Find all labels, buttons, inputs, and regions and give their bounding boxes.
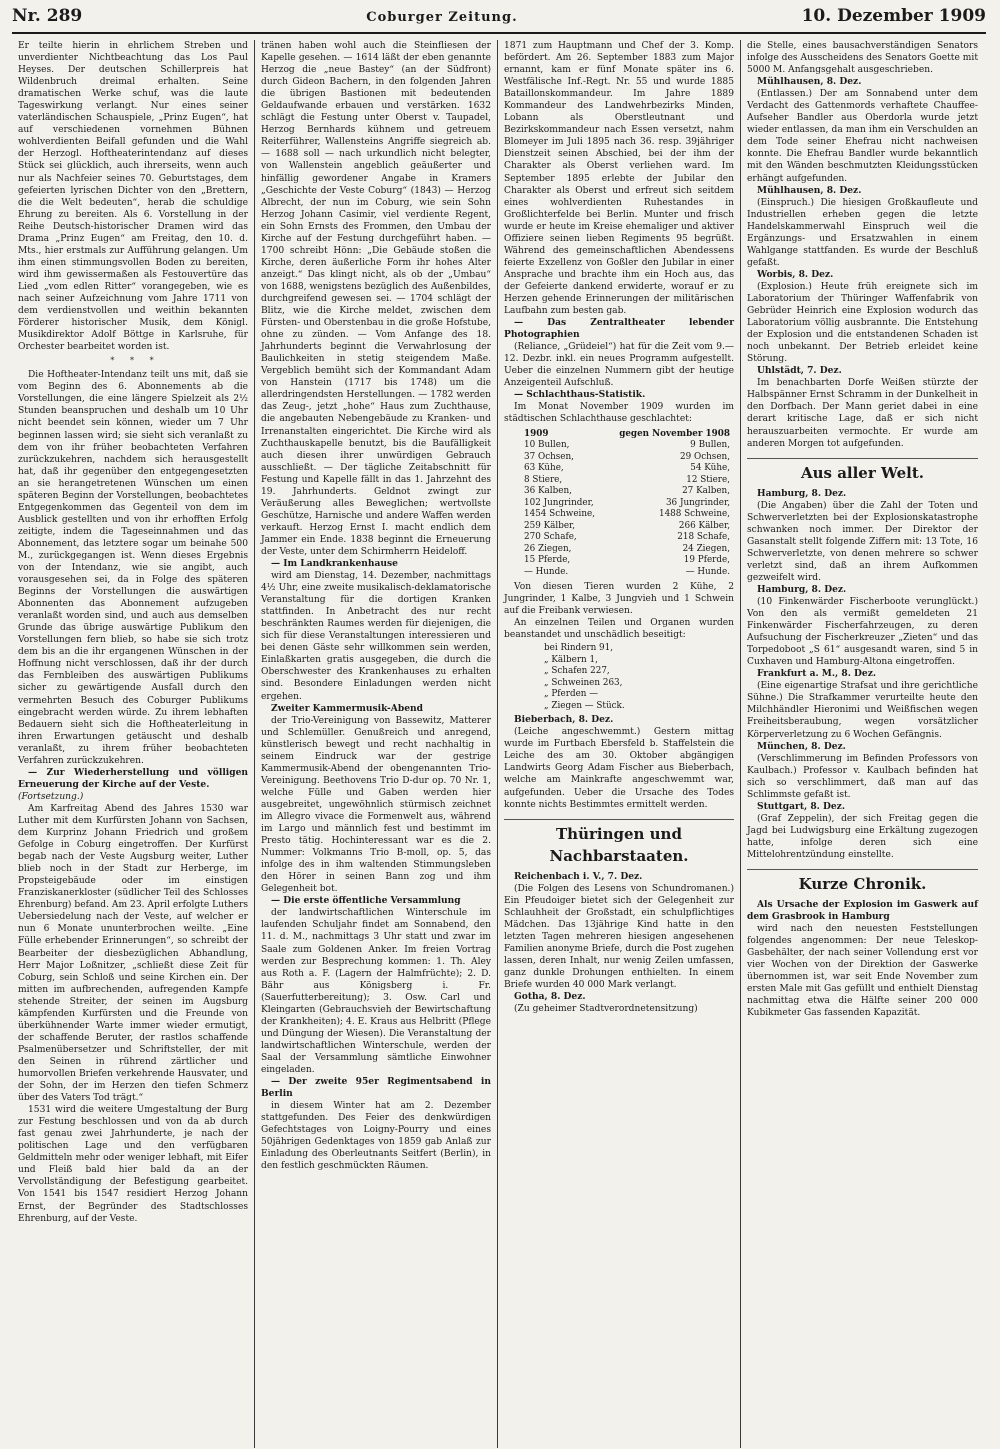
stats-row (522, 544, 732, 556)
article-subtitle: (Fortsetzung.) (18, 791, 84, 802)
article-text: Von diesen Tieren wurden 2 Kühe, 2 Jungrinder, 1 Kalbe, 3 Jungvieh und 1 Schwein auf die Freibank verwiesen. (504, 582, 734, 617)
stats-cell-previous: 19 Pferde, (683, 555, 730, 565)
stats-row (522, 486, 732, 498)
stats-row (522, 567, 732, 579)
list-item: „ Ziegen — Stück. (544, 700, 625, 711)
section-title: Thüringen und Nachbarstaaten. (504, 819, 734, 867)
list-item: „ Schafen 227, (544, 666, 610, 677)
separator: * * * (110, 356, 156, 366)
article-headline: Hamburg, 8. Dez. (757, 583, 847, 595)
stats-row (522, 475, 732, 487)
article-text: die Stelle, eines bausachverständigen Senators infolge des Ausscheidens des Senators Goette mit 5000 M. Anfangsgehalt ausgeschrieben. (747, 41, 978, 76)
article-text: Die Hoftheater-Intendanz teilt uns mit, daß sie vom Beginn des 6. Abonnements ab die Vorstellungen, die eine längere Spielzeit als 2½ Stunden beanspruchen und deshalb um 10 Uhr nicht beendet sein können, wieder um 7 Uhr beginnen lassen wird; sie sieht sich veranlaßt zu dem von ihr früher beobachteten Verfahren zurückzukehren, nachdem sich herausgestellt hat, daß ihr gegenüber den entgegengesetzten an sie herangetretenen Wünschen um einen späteren Beginn der Vorstellungen, beobachtetes Entgegenkommen das Gegenteil von dem im Ausblick gestellten und von ihr erhofften Erfolg zeitigte, indem die Tageseinnahmen und das Abonnement, das letztere sogar um beinahe 500 M., zurückgegangen ist. Wenn dieses Ergebnis von der Intendanz, wie sie angibt, auch vorausgesehen sei, da in Folge des späteren Beginns der Vorstellungen die auswärtigen Abonnenten das Abonnement aufzugeben veranlaßt worden sind, und auch aus demselben Grunde das übrige auswärtige Publikum den Vorstellungen fern blieb, so habe sie sich trotz dem bis an die ihr ergangenen Wünschen in der Hoffnung nicht verschlossen, daß ihr der durch das Fernbleiben des auswärtigen Publikums sicher zu gewärtigende Ausfall durch den vermehrten Besuch des Coburger Publikums eingebracht werden würde. Zu ihrem lebhaften Bedauern sieht sich die Hoftheaterleitung in ihren Erwartungen getäuscht und deshalb veranlaßt, zu ihrem früher beobachteten Verfahren zurückzukehren. (18, 370, 248, 766)
article-text: Im Monat November 1909 wurden im städtischen Schlachthause geschlachtet: (504, 402, 734, 425)
section-title: Aus aller Welt. (747, 458, 978, 484)
article-text: Im benachbarten Dorfe Weißen stürzte der Halbspänner Ernst Schramm in der Dunkelheit in den Dorfbach. Der Mann geriet dabei in eine derart kritische Lage, daß er sich nicht herauszuarbeiten vermochte. Er wurde am anderen Morgen tot aufgefunden. (747, 378, 978, 449)
stats-row (522, 440, 732, 452)
stats-row (522, 509, 732, 521)
column-1 (12, 40, 255, 1448)
article-text: tränen haben wohl auch die Steinfliesen der Kapelle gesehen. — 1614 läßt der eben genannte Herzog die „neue Bastey“ (an der Südfront) durch Gideon Bachern, in den folgenden Jahren die übrigen Bastionen mit bedeutenden Geldaufwande erbauen und verstärken. 1632 schlägt die Festung unter Oberst v. Taupadel, Herzog Bernhards kühnem und getreuem Reiterführer, Wallensteins Angriffe siegreich ab. — 1688 soll — nach urkundlich nicht belegter, von Wallenstein angeblich geäußerter und hinfällig gewordener Angabe in Kramers „Geschichte der Veste Coburg“ (1843) — Herzog Albrecht, der nun im Coburg, wie sein Sohn Herzog Johann Casimir, viel verdiente Regent, ein Sohn Ernsts des Frommen, den Umbau der Kirche auf der Festung durchgeführt haben. — 1700 schreibt Hönn: „Die Gebäude stoßen die Kirche, deren äußerliche Form ihr hohes Alter anzeigt.“ Das klingt nicht, als ob der „Umbau“ von 1688, wenigstens bezüglich des Außenbildes, durchgreifend gewesen sei. — 1704 schlägt der Blitz, wie die Kirche meldet, zwischen dem Fürsten- und Oberstenbau in die große Hofstube, ohne zu zünden. — Vom Anfange des 18. Jahrhunderts beginnt die Verwahrlosung der Baulichkeiten in stetig steigendem Maße. Vergeblich bemüht sich der Kommandant Adam von Hanstein (1717 bis 1748) um die allerdringendsten Herstellungen. — 1782 werden das Zeug-, jetzt „hohe“ Haus zum Zuchthause, die angebauten Nebengebäude zu Kranken- und Irrenanstalten eingerichtet. Die Kirche wird als Zuchthauskapelle benutzt, bis die Baufälligkeit auch diesen ihrer unwürdigen Gebrauch ausschließt. — Der tägliche Zeitabschnitt für Festung und Kapelle fällt in das 1. Jahrzehnt des 19. Jahrhunderts. Geldnot zwingt zur Veräußerung alles Beweglichen; wertvollste Geschütze, Harnische und andere Waffen werden verkauft. Herzog Ernst I. macht endlich dem Jammer ein Ende. 1838 beginnt die Erneuerung der Veste, unter dem Schirmherrn Heideloff. (261, 41, 491, 557)
article-text: wird nach den neuesten Feststellungen folgendes angenommen: Der neue Teleskop-Gasbehälter, der nach seiner Vollendung erst vor vier Wochen von der Direktion der Gaswerke übernommen ist, war seit Ende November zum ersten Male mit Gas gefüllt und enthielt Dienstag nachmittag etwa die Hälfte seiner 200 000 Kubikmeter Gas fassenden Kapazität. (747, 924, 978, 1019)
article-text: (Einspruch.) Die hiesigen Großkaufleute und Industriellen erheben gegen die letzte Handelskammerwahl Einspruch weil die Ergänzungs- und Ersatzwahlen in einem Wahlgange stattfanden. Es wurde der Beschluß gefaßt. (747, 197, 978, 268)
column-2 (255, 40, 498, 1448)
stats-cell-previous: 24 Ziegen, (682, 543, 730, 554)
stats-cell-previous: 12 Stiere, (686, 474, 730, 485)
article-headline: Zweiter Kammermusik-Abend (271, 702, 423, 714)
stats-cell-current: 102 Jungrinder, (524, 497, 594, 508)
article-text: (Zu geheimer Stadtverordnetensitzung) (514, 1004, 698, 1015)
column-3 (498, 40, 741, 1448)
article-text: Am Karfreitag Abend des Jahres 1530 war Luther mit dem Kurfürsten Johann von Sachsen, dem Kurprinz Johann Friedrich und großem Gefolge in Coburg eingetroffen. Der Kurfürst begab nach der Veste Augsburg weiter, Luther blieb noch in der Stadt zur Herberge, im Propsteigebäude oder im einstigen Franziskanerkloster (südlicher Teil des Schlosses Ehrenburg) befand. Am 23. April erfolgte Luthers Uebersiedelung nach der Veste, auf welcher er nun 6 Monate ununterbrochen weilte. „Eine Fülle erhebender Erinnerungen“, so schreibt der Bearbeiter der diesbezüglichen Abhandlung, Herr Major Loßnitzer, „schließt diese Zeit für Coburg, sein Schloß und seine Kirchen ein. Der mitten im aufbrechenden, aufregenden Kampfe stehende Streiter, der seinen im Augsburg kämpfenden Kurfürsten und die Freunde von überkühnender Warte immer wieder ermutigt, der schaffende Beruter, der rastlos schaffende Psalmenübersetzer und Schriftsteller, der mit den Seinen in rührend zärtlicher und humorvollen Briefen verkehrende Hausvater, und der Sohn, der im Herzen den tiefen Schmerz über des Vaters Tod trägt.“ (18, 803, 248, 1104)
article-headline: — Der zweite 95er Regimentsabend in Berlin (261, 1076, 491, 1100)
slaughter-statistics-table (522, 429, 734, 579)
stats-cell-previous: 9 Bullen, (690, 440, 730, 450)
stats-row (522, 555, 732, 567)
stats-cell-current: 10 Bullen, (524, 440, 570, 450)
stats-row (522, 463, 732, 475)
stats-cell-current: — Hunde. (524, 566, 569, 577)
organ-list (544, 643, 734, 712)
stats-row (522, 498, 732, 510)
article-text: (Reliance, „Grüdeiel“) hat für die Zeit vom 9.—12. Dezbr. inkl. ein neues Programm aufgestellt. Ueber die einzelnen Nummern gibt der heutige Anzeigenteil Aufschluß. (504, 342, 734, 389)
stats-cell-previous: 54 Kühe, (690, 463, 730, 473)
stats-header-current: 1909 (524, 428, 549, 439)
list-item: „ Kälbern 1, (544, 654, 598, 665)
article-headline: Bieberbach, 8. Dez. (514, 714, 614, 726)
article-headline: Stuttgart, 8. Dez. (757, 800, 846, 812)
list-item: „ Pferden — (544, 689, 599, 700)
article-text: in diesem Winter hat am 2. Dezember stattgefunden. Des Feier des denkwürdigen Gefechtstages von Loigny-Pourry und eines 50jährigen Gedenktages von 1859 gab Anlaß zur Einladung des Oberleutnants Seitfert (Berlin), in den festlich geschmückten Räumen. (261, 1101, 491, 1172)
article-text: (Verschlimmerung im Befinden Professors von Kaulbach.) Professor v. Kaulbach befinden hat sich so verschlimmert, daß man auf das Schlimmste gefaßt ist. (747, 753, 978, 800)
article-text: (Graf Zeppelin), der sich Freitag gegen die Jagd bei Ludwigsburg eine Erkältung zugezogen hatte, infolge deren sich eine Mittelohrentzündung einstellte. (747, 813, 978, 860)
stats-cell-previous: 29 Ochsen, (680, 451, 730, 462)
article-headline: Mühlhausen, 8. Dez. (757, 76, 862, 88)
stats-cell-previous: 27 Kalben, (682, 486, 730, 496)
stats-row (522, 532, 732, 544)
list-item: bei Rindern 91, (544, 643, 614, 654)
issue-date: 10. Dezember 1909 (801, 6, 986, 26)
article-headline: — Im Landkrankenhause (271, 558, 398, 570)
columns (12, 40, 986, 1448)
stats-cell-previous: 1488 Schweine, (658, 509, 730, 519)
article-headline: München, 8. Dez. (757, 740, 846, 752)
article-text: (Eine eigenartige Strafsat und ihre gerichtliche Sühne.) Die Strafkammer verurteilte heute den Milchhändler Hieronimi und Weißfischen wegen Freiheitsberaubung, wegen vorsätzlicher Körperverletzung zu 6 Wochen Gefängnis. (747, 681, 978, 740)
masthead (12, 6, 986, 34)
list-item: „ Schweinen 263, (544, 677, 623, 688)
article-headline: — Zur Wiederherstellung und völligen Erneuerung der Kirche auf der Veste. (18, 766, 248, 790)
stats-cell-previous: 218 Schafe, (677, 532, 730, 542)
newspaper-title: Coburger Zeitung. (366, 10, 518, 25)
stats-cell-previous: — Hunde. (685, 566, 730, 577)
stats-header-previous: gegen November 1908 (619, 428, 730, 439)
article-headline: — Das Zentraltheater lebender Photographien (504, 317, 734, 341)
section-title: Kurze Chronik. (747, 869, 978, 895)
article-text: (Explosion.) Heute früh ereignete sich im Laboratorium der Thüringer Waffenfabrik von Gebrüder Heinrich eine Explosion wodurch das Laboratorium völlig ausbrannte. Die Entstehung der Explosion und die entstandenen Schaden ist noch unbekannt. Der Betrieb erleidet keine Störung. (747, 281, 978, 365)
article-text: (10 Finkenwärder Fischerboote verunglückt.) Von den als vermißt gemeldeten 21 Finkenwärder Fischerfahrzeugen, zu deren Aufsuchung der Fischerkreuzer „Zieten“ und das Torpedoboot „S 61“ ausgesandt waren, sind 5 in Cuxhaven und Hamburg-Altona eingetroffen. (747, 597, 978, 668)
article-text: (Die Folgen des Lesens von Schundromanen.) Ein Pfeudoiger bietet sich der Gelegenheit zur Schlauhheit der Großstadt, ein schulpflichtiges Mädchen. Das 13jährige Kind hatte in den letzten Tagen mehreren hiesigen angesehenen Familien anonyme Briefe, durch die Post zugehen lassen, deren Inhalt, nur wenig Zeilen umfassen, ganz dunkle Drohungen enthielten. In einem Briefe wurden 40 000 Mark verlangt. (504, 883, 734, 991)
article-headline: Uhlstädt, 7. Dez. (757, 365, 842, 377)
article-headline: Hamburg, 8. Dez. (757, 487, 847, 499)
article-headline: Reichenbach i. V., 7. Dez. (514, 870, 643, 882)
stats-cell-current: 8 Stiere, (524, 474, 563, 485)
article-text: Er teilte hierin in ehrlichem Streben und unverdienter Nichtbeachtung das Los Paul Heyses. Der deutschen Schillerpreis hat Wildenbruch dreimal erhalten. Seine dramatischen Werke schuf, was die laute Tageswirkung verlangt. Nur eines seiner vaterländischen Schauspiele, „Prinz Eugen“, hat auf verschiedenen vornehmen Bühnen wohlverdienten Beifall gefunden und die Wahl der Herzogl. Hoftheaterintendanz auf dieses Stück sei glücklich, auch ihrerseits, wenn auch nur als Nachfeier seines 70. Geburtstages, dem gefeierten lyrischen Dichter von den „Brettern, die die Welt bedeuten“, herab die schuldige Ehrung zu bereiten. Als 6. Vorstellung in der Reihe Deutsch-historischer Dramen wird das Drama „Prinz Eugen“ am Freitag, den 10. d. Mts., hier erstmals zur Aufführung gelangen. Um ihm einen stimmungsvollen Boden zu bereiten, wird ihm gewissermaßen als Festouvertüre das Lied „vom edlen Ritter“ vorangegeben, wie es nach seiner Aufzeichnung vom Jahre 1711 von dem verdienstvollen und weithin bekannten Förderer historischer Musik, dem Königl. Musikdirektor Adolf Böttge in Karlsruhe, für Orchester bearbeitet worden ist. (18, 41, 248, 353)
article-text: der landwirtschaftlichen Winterschule im laufenden Schuljahr findet am Sonnabend, den 11. d. M., nachmittags 3 Uhr statt und zwar im Saale zum Goldenen Anker. Im freien Vortrag werden zur Besprechung kommen: 1. Th. Aley aus Roth a. F. (Lagern der Halmfrüchte); 2. D. Bähr aus Königsberg i. Fr. (Sauerfutterbereitung); 3. Osw. Carl und Kleingarten (Gebrauchsvieh der Bewirtschaftung der Krankheiten); 4. E. Kraus aus Helbritt (Pflege und Düngung der Wiesen). Die Veranstaltung der landwirtschaftlichen Winterschule, werden der Saal der Versammlung sämtliche Einwohner eingeladen. (261, 908, 491, 1075)
article-text: wird am Dienstag, 14. Dezember, nachmittags 4½ Uhr, eine zweite musikalisch-deklamatorische Veranstaltung für die dortigen Kranken stattfinden. In Anbetracht des nur recht beschränkten Raumes werden für diejenigen, die sich für diese Veranstaltungen interessieren und bei denen Gäste sehr willkommen sein werden, Einlaßkarten gratis ausgegeben, die durch die Oberschwester des Krankenhauses zu erhalten sind. Besondere Einladungen werden nicht ergehen. (261, 571, 491, 702)
stats-row (522, 521, 732, 533)
article-text: der Trio-Vereinigung von Bassewitz, Matterer und Schlemüller. Genußreich und anregend, künstlerisch bewegt und recht nachhaltig in seinem Eindruck war der gestrige Kammermusik-Abend der obengenannten Trio-Vereinigung. Beethovens Trio D-dur op. 70 Nr. 1, welche Fülle und Gaben werden hier ausgebreitet, ungewöhnlich stürmisch zeichnet im Allegro vivace die Formenwelt aus, während im Largo und männlich fest und bestimmt im Presto tätig. Hochinteressant war es die 2. Nummer: Volkmanns Trio B-moll, op. 5, das infolge des in ihm waltenden Stimmungsleben den Hörer in seinen Bann zog und ihm Gelegenheit bot. (261, 715, 491, 895)
article-headline: Frankfurt a. M., 8. Dez. (757, 668, 877, 680)
article-text: (Leiche angeschwemmt.) Gestern mittag wurde im Furtbach Ebersfeld b. Staffelstein die Leiche des am 30. Oktober abgängigen Landwirts Georg Adam Fischer aus Bieberbach, welche am Mainkrafte angeschwemmt war, aufgefunden. Ueber die Ursache des Todes konnte nichts Bestimmtes ermittelt werden. (504, 727, 734, 810)
stats-row (522, 452, 732, 464)
stats-cell-previous: 36 Jungrinder, (665, 497, 730, 508)
stats-cell-current: 37 Ochsen, (524, 451, 574, 462)
column-4 (741, 40, 984, 1448)
stats-cell-current: 1454 Schweine, (524, 509, 596, 519)
stats-cell-current: 26 Ziegen, (524, 543, 572, 554)
stats-cell-current: 270 Schafe, (524, 532, 577, 542)
article-headline: — Die erste öffentliche Versammlung (271, 895, 461, 907)
article-text: An einzelnen Teilen und Organen wurden beanstandet und unschädlich beseitigt: (504, 618, 734, 641)
article-text: 1871 zum Hauptmann und Chef der 3. Komp. befördert. Am 26. September 1883 zum Major ernannt, kam er fünf Monate später ins 6. Westfälische Inf.-Regt. Nr. 55 und wurde 1885 Bataillonskommandeur. Im Jahre 1889 Kommandeur des Landwehrbezirks Minden, Lobann als Oberstleutnant und Bezirkskommandeur nach Essen versetzt, nahm Blomeyer im Juli 1895 nach 36. resp. 39jähriger Dienstzeit seinen Abschied, bei der ihm der Charakter als Oberst verliehen ward. Im September 1895 erlebte der Jubilar den Charakter als Oberst und erfreut sich seitdem eines wohlverdienten Ruhestandes in Großlichterfelde bei Berlin. Munter und frisch wurde er heute im Kreise ehemaliger und aktiver Offiziere seinen lieben Regiments 95 begrüßt. Während des gemeinschaftlichen Abendessens feierte Exzellenz von Goßler den Jubilar in einer Ansprache und brachte ihm ein Hoch aus, das der Gefeierte dankend erwiderte, worauf er zu Herzen gehende Erinnerungen der militärischen Laufbahn zum besten gab. (504, 41, 734, 317)
stats-cell-previous: 266 Kälber, (678, 520, 730, 531)
stats-cell-current: 259 Kälber, (524, 520, 576, 531)
article-headline: Worbis, 8. Dez. (757, 268, 834, 280)
article-text: (Entlassen.) Der am Sonnabend unter dem Verdacht des Gattenmords verhaftete Chauffee-Aufseher Bandler aus Oberdorla wurde jetzt wieder entlassen, da man ihm ein Verschulden an dem Tode seiner Ehefrau nicht nachweisen konnte. Die Ehefrau Bandler wurde bekanntlich mit den Wänden beschmutzten Kleidungsstücken erhängt aufgefunden. (747, 89, 978, 184)
stats-cell-current: 36 Kalben, (524, 486, 572, 496)
article-text: (Die Angaben) über die Zahl der Toten und Schwerverletzten bei der Explosionskatastrophe schwanken noch immer. Der Direktor der Gasanstalt stellt folgende Ziffern mit: 13 Tote, 16 Schwerverletzte, von denen mehrere so schwer verletzt sind, daß an ihrem Aufkommen gezweifelt wird. (747, 500, 978, 583)
article-headline: Als Ursache der Explosion im Gaswerk auf dem Grasbrook in Hamburg (747, 899, 978, 923)
article-headline: Mühlhausen, 8. Dez. (757, 184, 862, 196)
article-headline: — Schlachthaus-Statistik. (514, 389, 646, 401)
article-text: 1531 wird die weitere Umgestaltung der Burg zur Festung beschlossen und von da ab durch fast genau zwei Jahrhunderte, je nach der politischen Lage und den verfügbaren Geldmitteln mehr oder weniger lebhaft, mit Eifer und Fleiß bald hier bald da an der Vervollständigung der Befestigung gearbeitet. Von 1541 bis 1547 residiert Herzog Johann Ernst, der Begründer des Stadtschlosses Ehrenburg, auf der Veste. (18, 1105, 248, 1224)
issue-number: Nr. 289 (12, 6, 83, 26)
stats-cell-current: 15 Pferde, (524, 555, 571, 565)
article-headline: Gotha, 8. Dez. (514, 991, 586, 1003)
stats-cell-current: 63 Kühe, (524, 463, 564, 473)
